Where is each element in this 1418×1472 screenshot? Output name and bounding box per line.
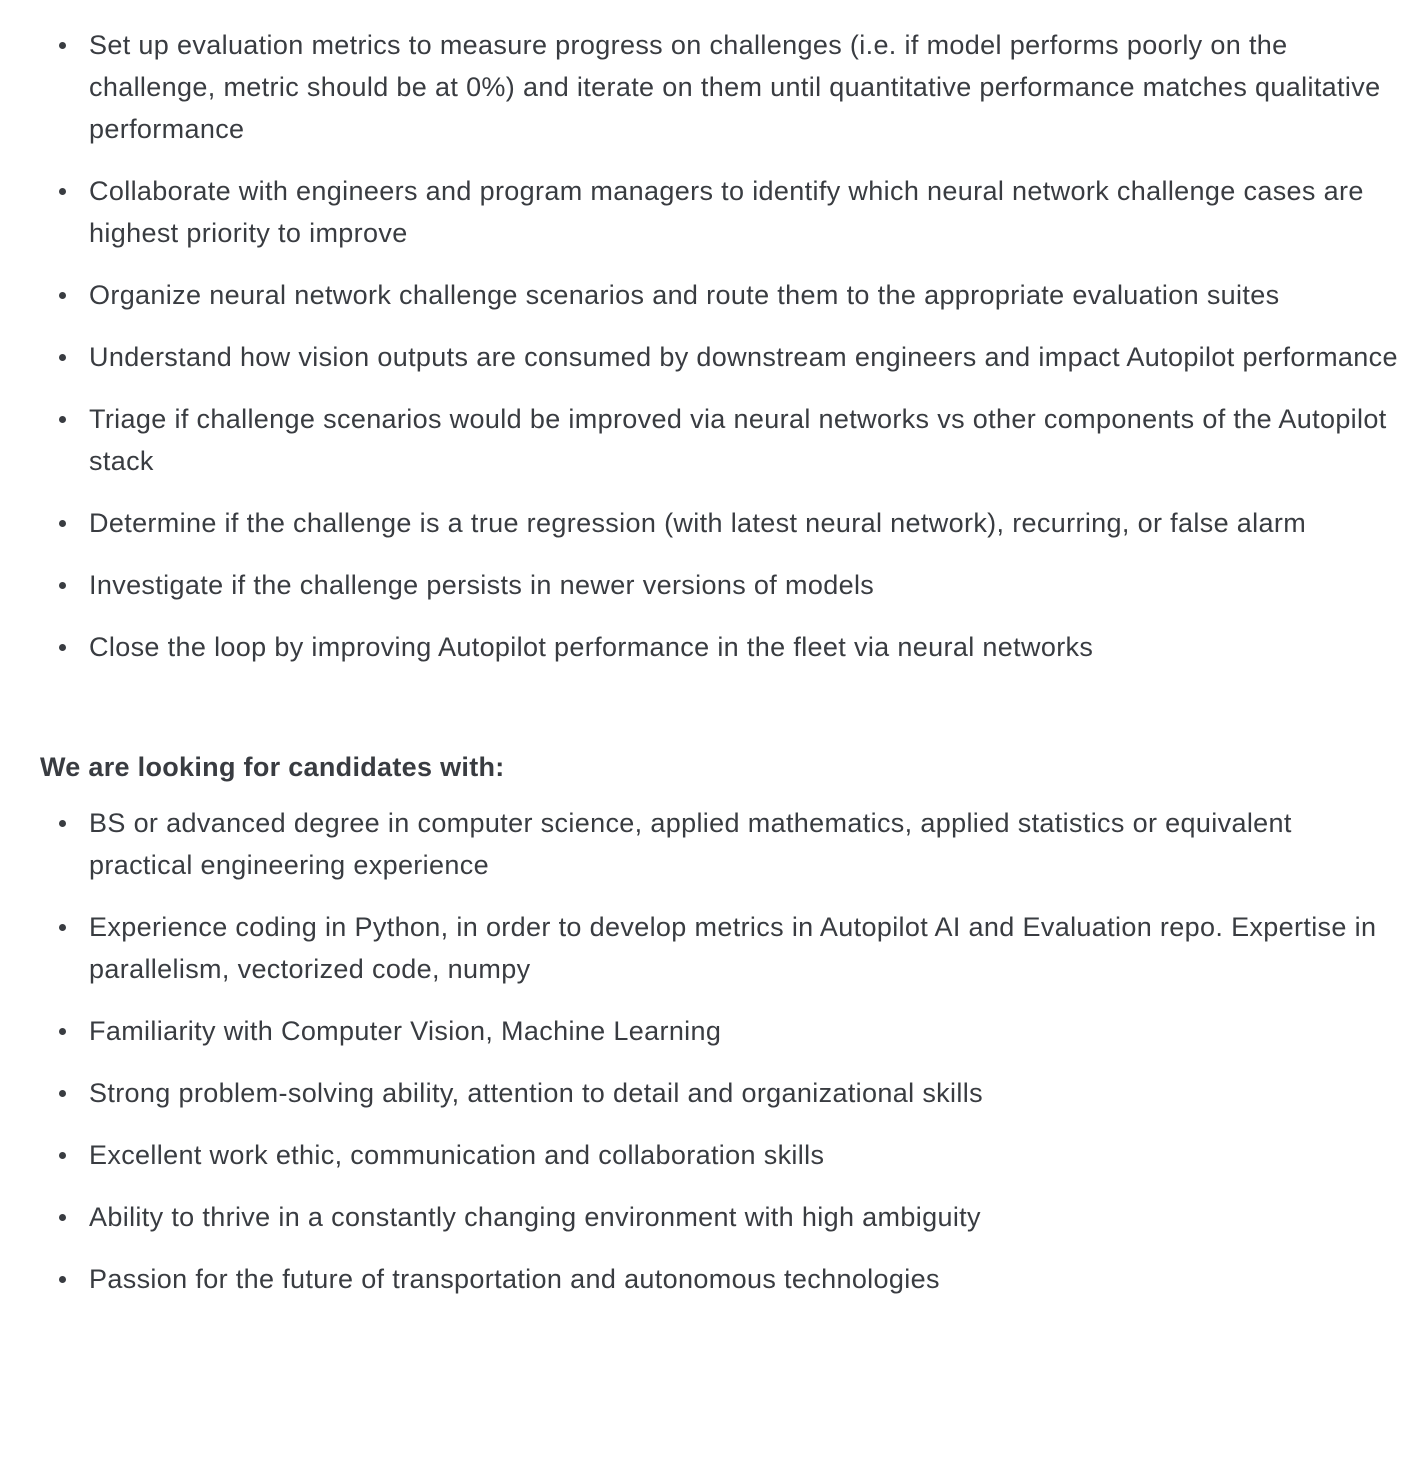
list-item: Ability to thrive in a constantly changing environment with high ambiguity: [40, 1196, 1398, 1238]
list-item: Collaborate with engineers and program managers to identify which neural network challenge cases are highest priority to improve: [40, 170, 1398, 254]
requirements-list: [40, 802, 1398, 1300]
list-item: Experience coding in Python, in order to develop metrics in Autopilot AI and Evaluation repo. Expertise in parallelism, vectorized code, numpy: [40, 906, 1398, 990]
list-item: Determine if the challenge is a true regression (with latest neural network), recurring, or false alarm: [40, 502, 1398, 544]
responsibilities-list: [40, 24, 1398, 668]
list-item: BS or advanced degree in computer science, applied mathematics, applied statistics or equivalent practical engineering experience: [40, 802, 1398, 886]
list-item: Investigate if the challenge persists in newer versions of models: [40, 564, 1398, 606]
requirements-heading: We are looking for candidates with:: [40, 752, 505, 782]
list-item: Organize neural network challenge scenarios and route them to the appropriate evaluation suites: [40, 274, 1398, 316]
list-item: Familiarity with Computer Vision, Machine Learning: [40, 1010, 1398, 1052]
list-item: Triage if challenge scenarios would be improved via neural networks vs other components of the Autopilot stack: [40, 398, 1398, 482]
list-item: Passion for the future of transportation and autonomous technologies: [40, 1258, 1398, 1300]
list-item: Excellent work ethic, communication and collaboration skills: [40, 1134, 1398, 1176]
list-item: Set up evaluation metrics to measure progress on challenges (i.e. if model performs poorly on the challenge, metric should be at 0%) and iterate on them until quantitative performance matches qualitative performance: [40, 24, 1398, 150]
list-item: Strong problem-solving ability, attention to detail and organizational skills: [40, 1072, 1398, 1114]
list-item: Close the loop by improving Autopilot performance in the fleet via neural networks: [40, 626, 1398, 668]
list-item: Understand how vision outputs are consumed by downstream engineers and impact Autopilot performance: [40, 336, 1398, 378]
